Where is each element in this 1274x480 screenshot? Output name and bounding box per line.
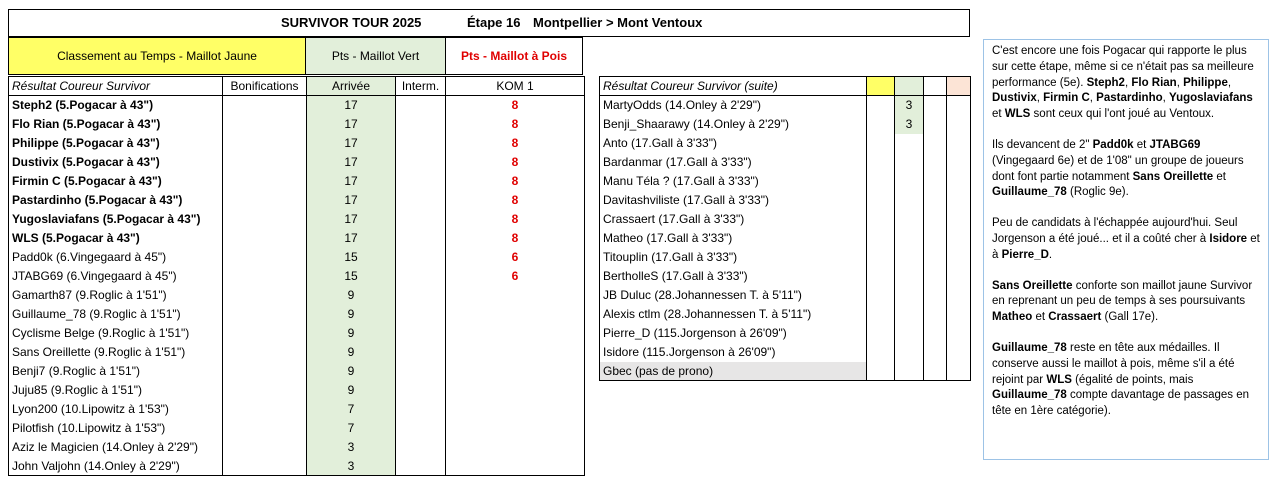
racer-name: Titouplin (17.Gall à 3'33")	[600, 248, 867, 267]
interm-points	[396, 362, 446, 381]
racer-name: Manu Téla ? (17.Gall à 3'33")	[600, 172, 867, 191]
interm-cell	[924, 248, 947, 267]
green-points	[895, 134, 924, 153]
table-row	[9, 362, 585, 381]
kom-points	[446, 324, 585, 343]
main-results-body	[9, 96, 585, 476]
kom-points	[446, 438, 585, 457]
green-points	[895, 191, 924, 210]
arrival-points: 17	[307, 210, 396, 229]
kom-cell	[947, 134, 971, 153]
interm-cell	[924, 115, 947, 134]
kom-points	[446, 286, 585, 305]
yellow-col-cell	[867, 134, 895, 153]
col-arrival-header: Arrivée	[307, 77, 396, 96]
interm-points	[396, 438, 446, 457]
kom-points: 8	[511, 117, 519, 131]
racer-name: Davitashviliste (17.Gall à 3'33")	[600, 191, 867, 210]
commentary-text: ,	[1089, 92, 1097, 105]
bonus-cell	[223, 210, 307, 229]
interm-cell	[924, 96, 947, 115]
commentary-text: ,	[1036, 92, 1044, 105]
title-bar	[8, 9, 970, 37]
yellow-col-cell	[867, 324, 895, 343]
commentary-text: .	[1048, 248, 1053, 261]
commentary-text: et	[1213, 170, 1226, 183]
green-points	[895, 324, 924, 343]
racer-name: Pastardinho (5.Pogacar à 43")	[9, 191, 223, 210]
commentary-text: reste en tête aux médailles. Il conserve aussi le maillot à pois, même s'il a été rejoint par	[992, 341, 1235, 386]
yellow-col-cell	[867, 153, 895, 172]
bonus-cell	[223, 286, 307, 305]
player-name: Flo Rian	[1131, 76, 1177, 89]
commentary-text: ,	[1124, 76, 1132, 89]
table-row	[9, 400, 585, 419]
interm-points	[396, 134, 446, 153]
yellow-col-cell	[867, 229, 895, 248]
player-name: WLS	[1004, 108, 1031, 121]
arrival-points: 17	[307, 172, 396, 191]
green-points: 3	[895, 96, 924, 115]
kom-points	[446, 400, 585, 419]
bonus-cell	[223, 96, 307, 115]
table-row	[9, 381, 585, 400]
col-bonus-header: Bonifications	[223, 77, 307, 96]
player-name: Philippe	[1183, 76, 1228, 89]
commentary-text: et	[1032, 311, 1049, 324]
racer-name: Cyclisme Belge (9.Roglic à 1'51")	[9, 324, 223, 343]
arrival-points: 7	[307, 419, 396, 438]
kom-points	[446, 362, 585, 381]
interm-cell	[924, 267, 947, 286]
interm-cell	[924, 210, 947, 229]
page-title: SURVIVOR TOUR 2025	[281, 15, 422, 30]
kom-cell	[947, 248, 971, 267]
commentary-text: et	[1133, 138, 1150, 151]
table-row	[9, 134, 585, 153]
kom-cell	[947, 172, 971, 191]
kom-cell	[947, 286, 971, 305]
table-row	[9, 248, 585, 267]
player-name: Sans Oreillette	[992, 279, 1073, 292]
bonus-cell	[223, 343, 307, 362]
racer-name: JB Duluc (28.Johannessen T. à 5'11")	[600, 286, 867, 305]
arrival-points: 3	[307, 438, 396, 457]
col-result-header: Résultat Coureur Survivor	[9, 77, 223, 96]
table-row	[600, 191, 971, 210]
main-results-table	[8, 76, 585, 476]
player-name: Yugoslaviafans	[1169, 92, 1253, 105]
commentary-paragraph	[992, 341, 1260, 420]
interm-cell	[924, 229, 947, 248]
table-row	[600, 267, 971, 286]
table-row	[600, 305, 971, 324]
table-row	[9, 153, 585, 172]
col-interm-header: Interm.	[396, 77, 446, 96]
interm-points	[396, 153, 446, 172]
stage-label: Étape 16	[467, 15, 521, 30]
racer-name: Guillaume_78 (9.Roglic à 1'51")	[9, 305, 223, 324]
arrival-points: 17	[307, 115, 396, 134]
racer-name: Dustivix (5.Pogacar à 43")	[9, 153, 223, 172]
table-row	[600, 153, 971, 172]
racer-name: John Valjohn (14.Onley à 2'29")	[9, 457, 223, 476]
bonus-cell	[223, 381, 307, 400]
kom-cell	[947, 210, 971, 229]
yellow-jersey-header: Classement au Temps - Maillot Jaune	[8, 37, 306, 75]
kom-cell	[947, 267, 971, 286]
kom-cell	[947, 96, 971, 115]
kom-points: 8	[511, 155, 519, 169]
interm-points	[396, 381, 446, 400]
player-name: Pierre_D	[1001, 248, 1049, 261]
kom-cell	[947, 343, 971, 362]
yellow-col-cell	[867, 362, 895, 381]
kom-points: 8	[511, 98, 519, 113]
racer-name: Crassaert (17.Gall à 3'33")	[600, 210, 867, 229]
green-jersey-header: Pts - Maillot Vert	[305, 37, 446, 75]
kom-cell	[947, 305, 971, 324]
bonus-cell	[223, 191, 307, 210]
interm-points	[396, 324, 446, 343]
arrival-points: 9	[307, 362, 396, 381]
table-row	[9, 210, 585, 229]
arrival-points: 3	[307, 457, 396, 476]
table-row	[9, 229, 585, 248]
racer-name: Pierre_D (115.Jorgenson à 26'09")	[600, 324, 867, 343]
arrival-points: 9	[307, 324, 396, 343]
col-green-swatch	[895, 77, 924, 96]
interm-points	[396, 267, 446, 286]
arrival-points: 17	[307, 191, 396, 210]
commentary-text: conforte son maillot jaune Survivor en reprenant un peu de temps à ses poursuivants	[992, 279, 1253, 308]
green-points	[895, 229, 924, 248]
racer-name: Gamarth87 (9.Roglic à 1'51")	[9, 286, 223, 305]
table-row	[9, 115, 585, 134]
commentary-text: ,	[1227, 76, 1232, 89]
commentary-text: (Vingegaard 6e) et de 1'08" un groupe de joueurs dont font partie notamment	[992, 154, 1244, 183]
col-yellow-swatch	[867, 77, 895, 96]
bonus-cell	[223, 324, 307, 343]
table-row	[9, 172, 585, 191]
yellow-col-cell	[867, 96, 895, 115]
commentary-text: C'est encore une fois Pogacar qui rapporte le plus sur cette étape, même si ce n'était pas sa meilleure performance (5e).	[992, 45, 1254, 89]
interm-cell	[924, 324, 947, 343]
kom-points	[446, 381, 585, 400]
table-row	[9, 191, 585, 210]
interm-points	[396, 400, 446, 419]
racer-name: Pilotfish (10.Lipowitz à 1'53")	[9, 419, 223, 438]
interm-points	[396, 115, 446, 134]
yellow-col-cell	[867, 286, 895, 305]
table-row	[9, 96, 585, 115]
commentary-box	[983, 39, 1269, 460]
col-result-cont-header: Résultat Coureur Survivor (suite)	[600, 77, 867, 96]
col-kom-header: KOM 1	[496, 79, 534, 93]
bonus-cell	[223, 267, 307, 286]
bonus-cell	[223, 362, 307, 381]
interm-points	[396, 210, 446, 229]
green-points: 3	[895, 115, 924, 134]
interm-cell	[924, 172, 947, 191]
racer-name: WLS (5.Pogacar à 43")	[9, 229, 223, 248]
racer-name: BertholleS (17.Gall à 3'33")	[600, 267, 867, 286]
bonus-cell	[223, 229, 307, 248]
interm-cell	[924, 305, 947, 324]
commentary-paragraph	[992, 44, 1260, 123]
player-name: Guillaume_78	[992, 341, 1067, 354]
interm-points	[396, 457, 446, 476]
player-name: Padd0k	[1092, 138, 1134, 151]
continued-results-body	[600, 96, 971, 381]
racer-name: JTABG69 (6.Vingegaard à 45")	[9, 267, 223, 286]
table-row	[9, 286, 585, 305]
commentary-text: sont ceux qui l'ont joué au Ventoux.	[1030, 108, 1215, 121]
commentary-text: et à	[992, 232, 1260, 261]
racer-name: Steph2 (5.Pogacar à 43")	[9, 96, 223, 115]
racer-name: Sans Oreillette (9.Roglic à 1'51")	[9, 343, 223, 362]
bonus-cell	[223, 457, 307, 476]
continued-results-table	[599, 76, 971, 381]
interm-cell	[924, 286, 947, 305]
bonus-cell	[223, 134, 307, 153]
table-row	[600, 286, 971, 305]
arrival-points: 9	[307, 286, 396, 305]
interm-cell	[924, 134, 947, 153]
green-points	[895, 153, 924, 172]
table-header-row	[600, 77, 971, 96]
yellow-col-cell	[867, 267, 895, 286]
player-name: Isidore	[1209, 232, 1248, 245]
racer-name: Juju85 (9.Roglic à 1'51")	[9, 381, 223, 400]
commentary-text: compte davantage de passages en tête en 1ère catégorie).	[992, 389, 1250, 418]
commentary-text: et	[992, 108, 1005, 121]
yellow-col-cell	[867, 248, 895, 267]
table-row	[600, 248, 971, 267]
kom-points	[446, 305, 585, 324]
yellow-col-cell	[867, 305, 895, 324]
kom-cell	[947, 362, 971, 381]
arrival-points: 15	[307, 248, 396, 267]
racer-name: Alexis ctlm (28.Johannessen T. à 5'11")	[600, 305, 867, 324]
green-points	[895, 343, 924, 362]
green-points	[895, 267, 924, 286]
table-row	[600, 362, 971, 381]
table-row	[9, 438, 585, 457]
bonus-cell	[223, 153, 307, 172]
commentary-paragraph	[992, 279, 1260, 326]
table-row	[9, 305, 585, 324]
player-name: Firmin C	[1043, 92, 1090, 105]
interm-points	[396, 96, 446, 115]
table-row	[9, 419, 585, 438]
table-row	[9, 343, 585, 362]
route-label: Montpellier > Mont Ventoux	[533, 15, 703, 30]
interm-points	[396, 286, 446, 305]
commentary-paragraph	[992, 138, 1260, 201]
table-row	[600, 229, 971, 248]
arrival-points: 17	[307, 229, 396, 248]
racer-name: MartyOdds (14.Onley à 2'29")	[600, 96, 867, 115]
kom-points: 8	[511, 231, 519, 245]
commentary-paragraph	[992, 216, 1260, 263]
arrival-points: 17	[307, 153, 396, 172]
yellow-col-cell	[867, 172, 895, 191]
racer-name: Aziz le Magicien (14.Onley à 2'29")	[9, 438, 223, 457]
arrival-points: 9	[307, 381, 396, 400]
kom-cell	[947, 115, 971, 134]
interm-points	[396, 305, 446, 324]
yellow-col-cell	[867, 210, 895, 229]
kom-cell	[947, 229, 971, 248]
yellow-col-cell	[867, 191, 895, 210]
commentary-text: (Gall 17e).	[1101, 311, 1159, 324]
commentary-text: Peu de candidats à l'échappée aujourd'hui. Seul Jorgenson a été joué... et il a coûté cher à	[992, 217, 1238, 245]
racer-name: Padd0k (6.Vingegaard à 45")	[9, 248, 223, 267]
player-name: WLS	[1046, 373, 1072, 386]
kom-cell	[947, 153, 971, 172]
table-row	[600, 343, 971, 362]
kom-points	[446, 343, 585, 362]
player-name: Matheo	[992, 311, 1033, 324]
bonus-cell	[223, 438, 307, 457]
player-name: Guillaume_78	[992, 389, 1067, 402]
interm-points	[396, 343, 446, 362]
green-points	[895, 305, 924, 324]
table-header-row	[9, 77, 585, 96]
table-row	[9, 457, 585, 476]
table-row	[600, 134, 971, 153]
player-name: JTABG69	[1149, 138, 1201, 151]
player-name: Guillaume_78	[992, 186, 1067, 199]
racer-name: Gbec (pas de prono)	[600, 362, 867, 381]
bonus-cell	[223, 172, 307, 191]
commentary-text: ,	[1162, 92, 1170, 105]
kom-cell	[947, 191, 971, 210]
commentary-text: (Roglic 9e).	[1066, 186, 1129, 199]
commentary-text: Ils devancent de 2"	[992, 138, 1093, 151]
interm-cell	[924, 191, 947, 210]
kom-points: 6	[511, 250, 519, 264]
player-name: Pastardinho	[1096, 92, 1163, 105]
arrival-points: 15	[307, 267, 396, 286]
commentary-text: (égalité de points, mais	[1071, 373, 1194, 386]
kom-points: 8	[511, 212, 519, 226]
arrival-points: 17	[307, 134, 396, 153]
player-name: Crassaert	[1048, 311, 1102, 324]
table-row	[600, 210, 971, 229]
racer-name: Benji7 (9.Roglic à 1'51")	[9, 362, 223, 381]
racer-name: Benji_Shaarawy (14.Onley à 2'29")	[600, 115, 867, 134]
table-row	[600, 96, 971, 115]
table-row	[600, 115, 971, 134]
commentary-text: ,	[1176, 76, 1184, 89]
interm-points	[396, 419, 446, 438]
kom-points: 6	[511, 269, 519, 283]
arrival-points: 9	[307, 343, 396, 362]
bonus-cell	[223, 419, 307, 438]
interm-points	[396, 191, 446, 210]
green-points	[895, 210, 924, 229]
bonus-cell	[223, 115, 307, 134]
arrival-points: 17	[307, 96, 396, 115]
racer-name: Flo Rian (5.Pogacar à 43")	[9, 115, 223, 134]
col-pink-swatch	[947, 77, 971, 96]
racer-name: Lyon200 (10.Lipowitz à 1'53")	[9, 400, 223, 419]
yellow-col-cell	[867, 343, 895, 362]
racer-name: Isidore (115.Jorgenson à 26'09")	[600, 343, 867, 362]
interm-points	[396, 229, 446, 248]
interm-points	[396, 172, 446, 191]
racer-name: Firmin C (5.Pogacar à 43")	[9, 172, 223, 191]
table-row	[9, 324, 585, 343]
bonus-cell	[223, 400, 307, 419]
green-points	[895, 248, 924, 267]
col-interm-swatch	[924, 77, 947, 96]
player-name: Sans Oreillette	[1132, 170, 1214, 183]
racer-name: Bardanmar (17.Gall à 3'33")	[600, 153, 867, 172]
arrival-points: 7	[307, 400, 396, 419]
kom-points: 8	[511, 193, 519, 207]
arrival-points: 9	[307, 305, 396, 324]
interm-cell	[924, 362, 947, 381]
table-row	[600, 172, 971, 191]
racer-name: Anto (17.Gall à 3'33")	[600, 134, 867, 153]
player-name: Steph2	[1086, 76, 1125, 89]
racer-name: Matheo (17.Gall à 3'33")	[600, 229, 867, 248]
racer-name: Yugoslaviafans (5.Pogacar à 43")	[9, 210, 223, 229]
kom-points: 8	[511, 136, 519, 150]
player-name: Dustivix	[992, 92, 1037, 105]
interm-points	[396, 248, 446, 267]
yellow-col-cell	[867, 115, 895, 134]
polka-jersey-header: Pts - Maillot à Pois	[445, 37, 583, 75]
table-row	[9, 267, 585, 286]
green-points	[895, 286, 924, 305]
interm-cell	[924, 153, 947, 172]
kom-points: 8	[511, 174, 519, 188]
bonus-cell	[223, 248, 307, 267]
green-points	[895, 172, 924, 191]
kom-points	[446, 419, 585, 438]
racer-name: Philippe (5.Pogacar à 43")	[9, 134, 223, 153]
kom-cell	[947, 324, 971, 343]
kom-points	[446, 457, 585, 476]
interm-cell	[924, 343, 947, 362]
table-row	[600, 324, 971, 343]
green-points	[895, 362, 924, 381]
bonus-cell	[223, 305, 307, 324]
